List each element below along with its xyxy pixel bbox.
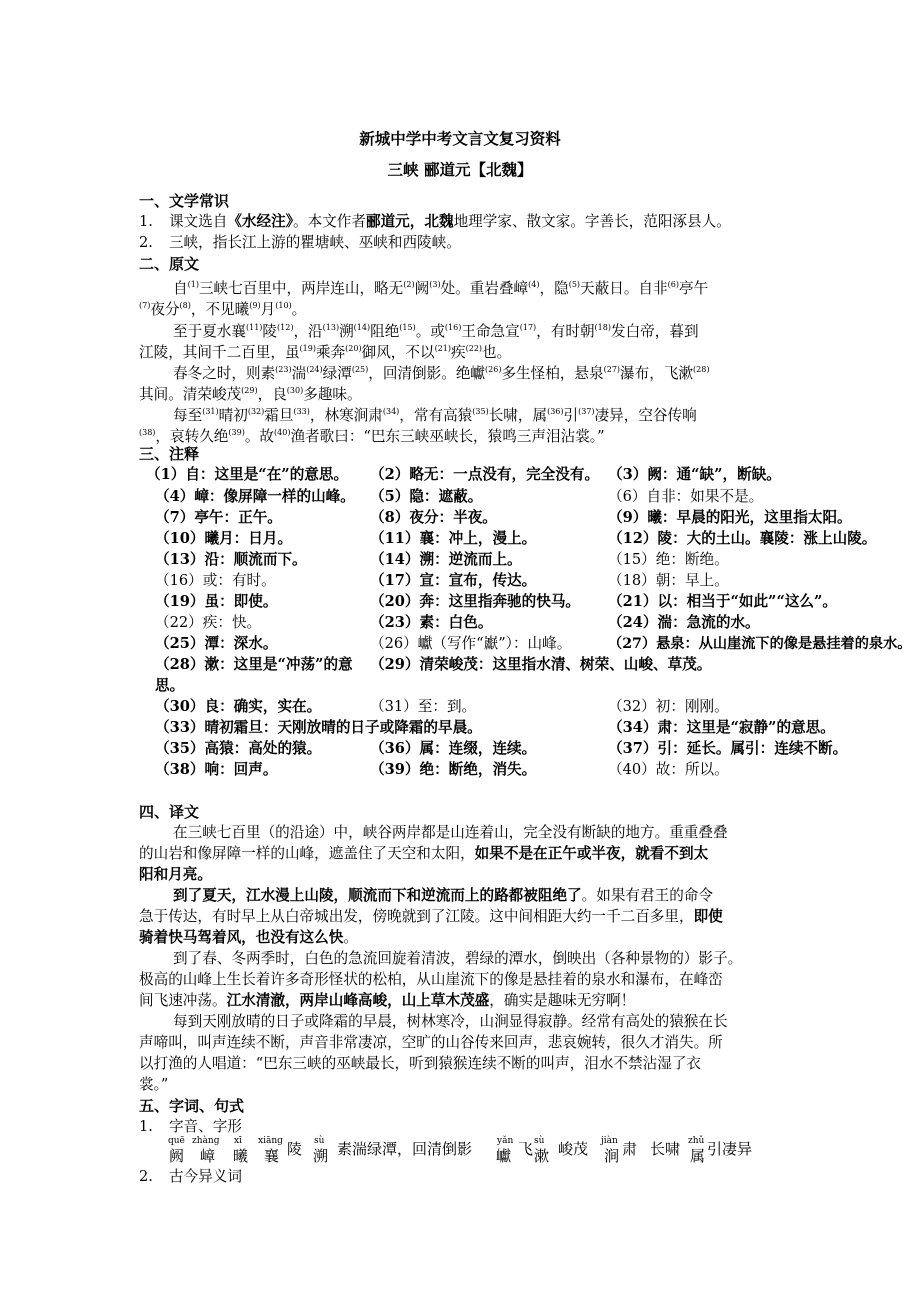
text: 郦道元，北魏 (365, 213, 454, 230)
note-item: （5）隐：遮蔽。 (370, 488, 483, 505)
original-line-2 (139, 296, 306, 320)
footnote-ref: (31) (202, 407, 219, 416)
note-item: （15）绝：断绝。 (608, 551, 729, 568)
footnote-ref: (39) (228, 428, 245, 437)
note-item: （28）漱：这里是“冲荡”的意 (155, 656, 353, 673)
text: 地理学家、散文家。字善长，范阳涿县人。 (453, 213, 731, 230)
note-item: （34）肃：这里是“寂静”的意思。 (608, 719, 835, 736)
text: 江水清澈，两岸山峰高峻，山上草木茂盛 (226, 992, 490, 1009)
note-item: （29）清荣峻茂：这里指水清、树荣、山峻、草茂。 (370, 656, 712, 673)
footnote-ref: (26) (485, 365, 502, 374)
footnote-ref: (18) (594, 323, 611, 332)
vocab-char: 襄 (264, 1147, 280, 1165)
footnote-ref: (22) (465, 344, 483, 353)
translation-line (139, 991, 635, 1011)
note-item: （9）曦：早晨的阳光，这里指太阳。 (608, 509, 852, 526)
vocab-subheading (139, 1167, 242, 1187)
pinyin: xiāng (258, 1136, 283, 1146)
footnote-ref: (8) (179, 301, 191, 310)
text: ，良 (257, 386, 287, 403)
text: 多生怪柏，悬泉 (501, 365, 604, 382)
note-item: 思。 (155, 677, 185, 694)
text: 陵 (262, 323, 278, 340)
note-item: （39）绝：断绝，消失。 (370, 761, 537, 778)
text: 间飞速冲荡。 (139, 992, 227, 1009)
note-item: （37）引：延长。属引：连续不断。 (608, 740, 848, 757)
vocab-char: 漱 (534, 1147, 550, 1165)
text: 霜旦 (264, 407, 294, 424)
text: 也。 (482, 344, 512, 361)
text: ，确实是趣味无穷啊！ (489, 992, 636, 1009)
footnote-ref: (7) (139, 301, 151, 310)
note-item: （22）疾：快。 (155, 614, 262, 631)
footnote-ref: (38) (139, 428, 156, 437)
note-item: （30）良：确实，实在。 (155, 698, 322, 715)
footnote-ref: (10) (275, 301, 292, 310)
translation-line: 极高的山峰上生长着许多奇形怪状的松柏，从山崖流下的像是悬挂着的泉水和瀑布，在峰峦 (139, 971, 723, 988)
vocab-text: 长啸 (650, 1140, 681, 1158)
section-heading-translation: 四、译文 (139, 803, 200, 821)
footnote-ref: (19) (299, 344, 316, 353)
footnote-ref: (17) (519, 323, 537, 332)
footnote-ref: (36) (547, 407, 564, 416)
pinyin: sù (314, 1136, 325, 1146)
text: ，回清倒影。绝巘 (368, 365, 486, 382)
text: 到了夏天，江水漫上山陵，顺流而下和逆流而上的路都被阻绝了 (173, 887, 582, 904)
text: 溯 (339, 323, 354, 340)
text: 即使 (693, 908, 723, 925)
document-subtitle: 三峡 郦道元【北魏】 (387, 160, 533, 179)
text: 课文选自 (168, 213, 228, 230)
translation-line (139, 928, 358, 948)
section-heading-original: 二、原文 (139, 255, 200, 273)
footnote-ref: (3) (429, 280, 441, 289)
text: 引 (563, 407, 579, 424)
text: 晴初 (218, 407, 248, 424)
text: 阻绝 (370, 323, 400, 340)
text: 王命急宣 (461, 323, 520, 340)
text: 字音、字形 (168, 1118, 242, 1135)
footnote-ref: (37) (578, 407, 595, 416)
text: ，哀转久绝 (155, 428, 229, 445)
translation-line: 到了春、冬两季时，白色的急流回旋着清波，碧绿的潭水，倒映出（各种景物的）影子。 (173, 950, 743, 967)
note-item: （11）襄：冲上，漫上。 (370, 530, 537, 547)
footnote-ref: (14) (353, 323, 371, 332)
translation-line: 裳。” (139, 1076, 169, 1093)
text: 至于夏水襄 (173, 323, 246, 340)
text: 多趣味。 (303, 386, 362, 403)
text: 每至 (173, 407, 203, 424)
note-item: （3）阙：通“缺”，断缺。 (608, 466, 781, 483)
vocab-text: 素湍绿潭，回清倒影 (337, 1140, 473, 1158)
text: 阙 (414, 280, 430, 297)
text: 。或 (415, 323, 445, 340)
text: 渔者歌曰：“巴东三峡巫峡长，猿鸣三声泪沾裳。” (290, 428, 605, 445)
note-item: （21）以：相当于“如此”“这么”。 (608, 593, 838, 610)
translation-line (173, 886, 713, 906)
note-item: （40）故：所以。 (608, 761, 729, 778)
note-item: （17）宣：宣布，传达。 (370, 572, 537, 589)
text: 乘奔 (315, 344, 346, 361)
text: 疾 (451, 344, 466, 361)
pinyin: yǎn (497, 1136, 514, 1146)
vocab-char: 阙 (169, 1147, 185, 1165)
text: 骑着快马驾着风，也没有这么快 (139, 929, 344, 946)
text: 急于传达，有时早上从白帝城出发，傍晚就到了江陵。这中间相距大约一千二百多里， (139, 908, 694, 925)
text: ，林寒涧肃 (309, 407, 383, 424)
list-number: 2. (139, 234, 153, 251)
footnote-ref: (33) (293, 407, 310, 416)
note-item: （26）巘（写作“巚”）：山峰。 (370, 635, 572, 652)
translation-line: 每到天刚放晴的日子或降霜的早晨，树林寒冷，山涧显得寂静。经常有高处的猿猴在长 (173, 1013, 728, 1030)
translation-line: 声啼叫，叫声连续不断，声音非常凄凉，空旷的山谷传来回声，悲哀婉转，很久才消失。所 (139, 1034, 723, 1051)
text: 处。重岩叠嶂 (440, 280, 529, 297)
footnote-ref: (11) (245, 323, 263, 332)
text: 。本文作者 (293, 213, 366, 230)
footnote-ref: (16) (444, 323, 462, 332)
pinyin: zhǔ (688, 1136, 705, 1146)
vocab-text: 引凄异 (707, 1140, 753, 1158)
footnote-ref: (12) (277, 323, 294, 332)
note-item: （31）至：到。 (370, 698, 477, 715)
vocab-char: 涧 (604, 1147, 620, 1165)
translation-line: 以打渔的人唱道：“巴东三峡的巫峡最长，听到猿猴连续不断的叫声，泪水不禁沾湿了衣 (139, 1055, 702, 1072)
footnote-ref: (25) (351, 365, 369, 374)
pinyin: sù (534, 1136, 545, 1146)
pinyin: zhàng (192, 1136, 220, 1146)
list-number: 2. (139, 1168, 153, 1185)
footnote-ref: (20) (345, 344, 362, 353)
knowledge-line-2 (139, 233, 461, 253)
translation-line (139, 844, 708, 864)
translation-line: 在三峡七百里（的沿途）中，峡谷两岸都是山连着山，完全没有断缺的地方。重重叠叠 (173, 824, 728, 841)
translation-line: 阳和月亮。 (139, 866, 212, 883)
note-item: （19）虽：即使。 (155, 593, 278, 610)
footnote-ref: (15) (399, 323, 416, 332)
text: 。 (343, 929, 358, 946)
vocab-char: 肃 (622, 1140, 638, 1158)
text: 。故 (244, 428, 275, 445)
text: 春冬之时，则素 (173, 365, 276, 382)
note-item: （18）朝：早上。 (608, 572, 729, 589)
text: 的山岩和像屏障一样的山峰，遮盖住了天空和太阳， (139, 845, 475, 862)
vocab-text: 峻茂 (558, 1140, 589, 1158)
text: 凄异，空谷传响 (594, 407, 697, 424)
text: 三峡七百里中，两岸连山，略无 (198, 280, 404, 297)
text: 发白帝，暮到 (610, 323, 699, 340)
text: ，不见曦 (190, 301, 250, 318)
footnote-ref: (32) (247, 407, 265, 416)
note-item: （25）潭：深水。 (155, 635, 278, 652)
footnote-ref: (30) (286, 386, 304, 395)
text: 瀑布，飞漱 (620, 365, 694, 382)
note-item: （12）陵：大的土山。襄陵：涨上山陵。 (608, 530, 877, 547)
note-item: （36）属：连缀，连续。 (370, 740, 537, 757)
note-item: （24）湍：急流的水。 (608, 614, 760, 631)
document-title: 新城中学中考文言文复习资料 (359, 129, 561, 148)
list-number: 1. (139, 1118, 153, 1135)
vocab-char: 嶂 (200, 1147, 216, 1165)
text: 江陵，其间千二百里，虽 (139, 344, 300, 361)
translation-line (139, 907, 723, 927)
footnote-ref: (2) (403, 280, 415, 289)
pinyin: jiàn (601, 1136, 618, 1146)
note-item: （27）悬泉：从山崖流下的像是悬挂着的泉水。 (608, 636, 912, 652)
vocab-char: 属 (690, 1147, 706, 1165)
text: 御风，不以 (361, 344, 435, 361)
text: ，有时朝 (536, 323, 595, 340)
text: 月 (260, 301, 276, 318)
footnote-ref: (34) (382, 407, 400, 416)
section-heading-literary: 一、文学常识 (139, 192, 230, 210)
footnote-ref: (23) (275, 365, 292, 374)
footnote-ref: (1) (187, 280, 199, 289)
note-item: （7）亭午：正午。 (155, 509, 282, 526)
text: 。如果有君王的命令 (581, 887, 713, 904)
text: 。 (291, 301, 307, 318)
footnote-ref: (4) (528, 280, 540, 289)
text: ，常有高猿 (399, 407, 473, 424)
text: 古今异义词 (168, 1168, 242, 1185)
note-item: （13）沿：顺流而下。 (155, 551, 307, 568)
footnote-ref: (21) (434, 344, 451, 353)
text: 绿潭 (322, 365, 352, 382)
text: 天蔽日。自非 (580, 280, 668, 297)
footnote-ref: (27) (603, 365, 621, 374)
note-item: （2）略无：一点没有，完全没有。 (370, 466, 600, 483)
text: 长啸，属 (488, 407, 548, 424)
text: 湍 (291, 365, 307, 382)
knowledge-line-1 (139, 212, 731, 232)
list-number: 1. (139, 213, 153, 230)
vocab-char: 巘 (496, 1147, 512, 1165)
text: 夜分 (150, 301, 180, 318)
note-item: （10）曦月：日月。 (155, 530, 293, 547)
footnote-ref: (29) (241, 386, 258, 395)
note-item: （16）或：有时。 (155, 572, 276, 589)
footnote-ref: (9) (249, 301, 261, 310)
note-item: （1）自：这里是“在”的意思。 (146, 466, 349, 483)
text: 如果不是在正午或半夜，就看不到太 (474, 845, 709, 862)
original-line-8 (139, 423, 605, 447)
note-item: （6）自非：如果不是。 (608, 488, 764, 505)
note-item: （38）响：回声。 (155, 761, 278, 778)
footnote-ref: (24) (306, 365, 323, 374)
text: ，隐 (539, 280, 569, 297)
section-heading-notes: 三、注释 (139, 445, 200, 463)
pinyin: quē (168, 1136, 185, 1146)
vocab-char: 飞 (518, 1140, 534, 1158)
vocab-char: 溯 (313, 1147, 329, 1165)
text: 三峡，指长江上游的瞿塘峡、巫峡和西陵峡。 (168, 234, 461, 251)
footnote-ref: (5) (568, 280, 581, 289)
note-item: （14）溯：逆流而上。 (370, 551, 522, 568)
vocab-subheading (139, 1117, 242, 1137)
text: 亭午 (678, 280, 709, 297)
footnote-ref: (35) (472, 407, 489, 416)
note-item: （33）晴初霜旦：天刚放晴的日子或降霜的早晨。 (155, 719, 482, 736)
text: ，沿 (293, 323, 323, 340)
note-item: （4）嶂：像屏障一样的山峰。 (155, 488, 355, 505)
text: 《水经注》 (227, 213, 293, 230)
pinyin: xī (234, 1136, 242, 1146)
footnote-ref: (6) (667, 280, 679, 289)
note-item: （23）素：白色。 (370, 614, 493, 631)
note-item: （8）夜分：半夜。 (370, 509, 497, 526)
vocab-char: 曦 (233, 1147, 249, 1165)
footnote-ref: (13) (322, 323, 340, 332)
vocab-char: 陵 (287, 1140, 303, 1158)
footnote-ref: (28) (693, 365, 710, 374)
footnote-ref: (40) (274, 428, 291, 437)
note-item: （35）高猿：高处的猿。 (155, 740, 322, 757)
section-heading-vocab: 五、字词、句式 (139, 1097, 245, 1115)
text: 其间。清荣峻茂 (139, 386, 242, 403)
text: 自 (173, 280, 188, 297)
note-item: （20）奔：这里指奔驰的快马。 (370, 593, 581, 610)
note-item: （32）初：刚刚。 (608, 698, 729, 715)
